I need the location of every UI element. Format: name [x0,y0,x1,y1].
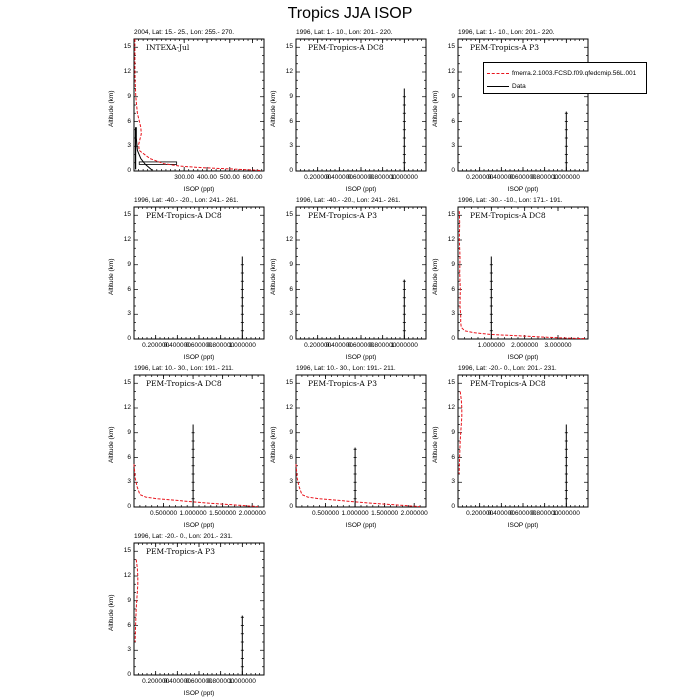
y-tick-label: 15 [447,211,455,219]
y-tick-label: 9 [289,92,293,100]
y-tick-label: 6 [127,285,131,293]
x-tick-label: 0.400000 [325,342,353,349]
y-tick-label: 0 [289,335,293,342]
x-tick-label: 0.200000 [142,678,170,685]
plot-frame [296,207,426,339]
panel-title: 1996, Lat: 1.- 10., Lon: 201.- 220. [458,29,555,36]
y-tick-label: 15 [447,379,455,387]
x-tick-label: 1.500000 [371,510,399,517]
x-tick-label: 1.000000 [341,510,369,517]
x-tick-label: 0.500000 [311,510,340,517]
x-tick-label: 2.000000 [400,510,428,517]
x-axis-label: ISOP (ppt) [345,186,377,193]
y-tick-label: 12 [447,404,455,411]
legend-data-entry [487,81,526,91]
y-tick-label: 6 [127,621,131,629]
legend-data-swatch [487,86,509,87]
y-tick-label: 12 [285,236,293,243]
y-axis-label: Altitude (km) [108,90,115,127]
x-tick-label: 500.00 [219,174,240,181]
y-tick-label: 0 [289,503,293,510]
y-tick-label: 0 [127,671,131,678]
y-tick-label: 12 [123,404,131,411]
x-tick-label: 0.800000 [531,174,559,181]
y-axis-label: Altitude (km) [432,426,439,463]
panel-campaign-label: PEM-Tropics-A DC8 [146,211,222,220]
y-tick-label: 6 [289,453,293,461]
x-tick-label: 1.500000 [209,510,237,517]
x-tick-label: 1.000000 [552,174,580,181]
x-tick-label: 0.200000 [142,342,170,349]
plot-frame [134,207,264,339]
legend-data-label: Data [512,82,526,90]
x-tick-label: 0.800000 [531,510,559,517]
panel-title: 1996, Lat: -30.- -10., Lon: 171.- 191. [458,197,563,204]
x-axis-label: ISOP (ppt) [345,522,377,529]
y-tick-label: 3 [289,142,293,150]
x-tick-label: 0.800000 [369,342,397,349]
plot-frame [296,375,426,507]
legend-model-label: fmerra.2.1003.FCSD.f09.qfedcmip.56L.001 [512,69,637,77]
y-tick-label: 0 [451,167,455,174]
y-tick-label: 15 [123,379,131,387]
y-tick-label: 9 [127,428,131,436]
plot-frame [134,375,264,507]
y-tick-label: 6 [451,453,455,461]
x-tick-label: 0.200000 [466,510,494,517]
x-tick-label: 0.600000 [347,174,375,181]
y-tick-label: 15 [447,43,455,51]
y-axis-label: Altitude (km) [108,426,115,463]
y-tick-label: 3 [289,310,293,318]
x-tick-label: 0.400000 [163,678,191,685]
x-tick-label: 1.000000 [477,342,505,349]
y-tick-label: 9 [451,260,455,268]
model-profile-line [135,39,262,171]
y-tick-label: 6 [451,117,455,125]
panel-campaign-label: PEM-Tropics-A P3 [308,211,377,220]
panel-campaign-label: PEM-Tropics-A P3 [470,43,539,52]
x-tick-label: 0.200000 [304,342,332,349]
y-tick-label: 12 [123,236,131,243]
x-tick-label: 1.000000 [390,174,418,181]
x-tick-label: 0.600000 [509,174,537,181]
y-tick-label: 3 [289,478,293,486]
y-tick-label: 12 [123,572,131,579]
y-tick-label: 0 [127,167,131,174]
plot-frame [134,39,264,171]
y-axis-label: Altitude (km) [270,426,277,463]
x-tick-label: 0.600000 [185,342,213,349]
y-tick-label: 9 [127,260,131,268]
plot-frame [458,375,588,507]
y-tick-label: 3 [451,142,455,150]
x-tick-label: 0.400000 [325,174,353,181]
y-axis-label: Altitude (km) [270,90,277,127]
panel-title: 1996, Lat: 10.- 30., Lon: 191.- 211. [134,365,234,372]
y-tick-label: 15 [285,211,293,219]
y-tick-label: 6 [127,117,131,125]
y-axis-label: Altitude (km) [108,258,115,295]
x-tick-label: 0.400000 [487,510,515,517]
y-tick-label: 9 [289,428,293,436]
x-axis-label: ISOP (ppt) [183,186,215,193]
panel-campaign-label: PEM-Tropics-A P3 [146,547,215,556]
y-tick-label: 6 [289,285,293,293]
panel-title: 1996, Lat: -40.- -20., Lon: 241.- 261. [134,197,239,204]
legend-model-entry [487,68,636,78]
panel-title: 1996, Lat: 10.- 30., Lon: 191.- 211. [296,365,396,372]
x-tick-label: 0.600000 [347,342,375,349]
x-tick-label: 0.200000 [466,174,494,181]
y-tick-label: 3 [127,142,131,150]
figure-title: Tropics JJA ISOP [287,5,413,22]
legend [483,62,647,94]
panel-title: 2004, Lat: 15.- 25., Lon: 255.- 270. [134,29,235,36]
y-tick-label: 3 [127,478,131,486]
x-axis-label: ISOP (ppt) [183,690,215,697]
y-axis-label: Altitude (km) [432,258,439,295]
x-tick-label: 0.400000 [163,342,191,349]
y-tick-label: 3 [127,646,131,654]
x-tick-label: 0.500000 [149,510,178,517]
panel-title: 1996, Lat: -20.- 0., Lon: 201.- 231. [134,533,233,540]
y-tick-label: 12 [123,68,131,75]
x-tick-label: 0.800000 [207,342,235,349]
x-axis-label: ISOP (ppt) [345,354,377,361]
y-tick-label: 15 [123,43,131,51]
y-axis-label: Altitude (km) [108,594,115,631]
y-tick-label: 9 [127,92,131,100]
y-tick-label: 9 [289,260,293,268]
y-tick-label: 6 [127,453,131,461]
y-tick-label: 3 [451,310,455,318]
plot-frame [458,207,588,339]
model-profile-line [296,464,420,507]
x-axis-label: ISOP (ppt) [507,186,539,193]
panel-campaign-label: PEM-Tropics-A DC8 [470,211,546,220]
y-tick-label: 0 [127,503,131,510]
x-tick-label: 1.000000 [179,510,207,517]
y-tick-label: 15 [123,547,131,555]
x-tick-label: 0.600000 [509,510,537,517]
panel-title: 1996, Lat: -40.- -20., Lon: 241.- 261. [296,197,401,204]
plot-frame [458,39,588,171]
y-tick-label: 15 [285,43,293,51]
plot-frame [296,39,426,171]
x-axis-label: ISOP (ppt) [507,522,539,529]
x-tick-label: 0.800000 [369,174,397,181]
x-tick-label: 0.800000 [207,678,235,685]
panel-campaign-label: PEM-Tropics-A DC8 [308,43,384,52]
x-tick-label: 1.000000 [552,510,580,517]
panel-campaign-label: PEM-Tropics-A DC8 [470,379,546,388]
y-tick-label: 0 [451,503,455,510]
x-tick-label: 1.000000 [390,342,418,349]
x-tick-label: 0.600000 [185,678,213,685]
x-tick-label: 2.000000 [511,342,539,349]
y-tick-label: 0 [451,335,455,342]
panel-campaign-label: PEM-Tropics-A DC8 [146,379,222,388]
x-tick-label: 1.000000 [228,678,256,685]
x-tick-label: 600.00 [242,174,263,181]
x-axis-label: ISOP (ppt) [183,354,215,361]
x-tick-label: 300.00 [174,174,195,181]
plot-frame [134,543,264,675]
legend-model-swatch [487,73,509,74]
x-tick-label: 1.000000 [228,342,256,349]
y-tick-label: 9 [451,428,455,436]
y-tick-label: 12 [285,404,293,411]
x-tick-label: 400.00 [197,174,217,181]
x-tick-label: 3.000000 [544,342,572,349]
model-profile-line [459,211,584,339]
panel-title: 1996, Lat: -20.- 0., Lon: 201.- 231. [458,365,557,372]
y-tick-label: 3 [127,310,131,318]
y-tick-label: 6 [451,285,455,293]
y-tick-label: 9 [127,596,131,604]
panel-campaign-label: INTEXA-Jul [146,43,190,52]
panel-title: 1996, Lat: 1.- 10., Lon: 201.- 220. [296,29,393,36]
x-axis-label: ISOP (ppt) [183,522,215,529]
y-tick-label: 6 [289,117,293,125]
x-axis-label: ISOP (ppt) [507,354,539,361]
y-tick-label: 3 [451,478,455,486]
model-profile-line [134,464,258,507]
y-tick-label: 0 [127,335,131,342]
panel-campaign-label: PEM-Tropics-A P3 [308,379,377,388]
x-tick-label: 0.400000 [487,174,515,181]
y-tick-label: 0 [289,167,293,174]
y-tick-label: 12 [285,68,293,75]
y-tick-label: 15 [285,379,293,387]
y-axis-label: Altitude (km) [432,90,439,127]
y-tick-label: 15 [123,211,131,219]
y-axis-label: Altitude (km) [270,258,277,295]
y-tick-label: 12 [447,68,455,75]
x-tick-label: 0.200000 [304,174,332,181]
x-tick-label: 2.000000 [238,510,266,517]
y-tick-label: 12 [447,236,455,243]
y-tick-label: 9 [451,92,455,100]
